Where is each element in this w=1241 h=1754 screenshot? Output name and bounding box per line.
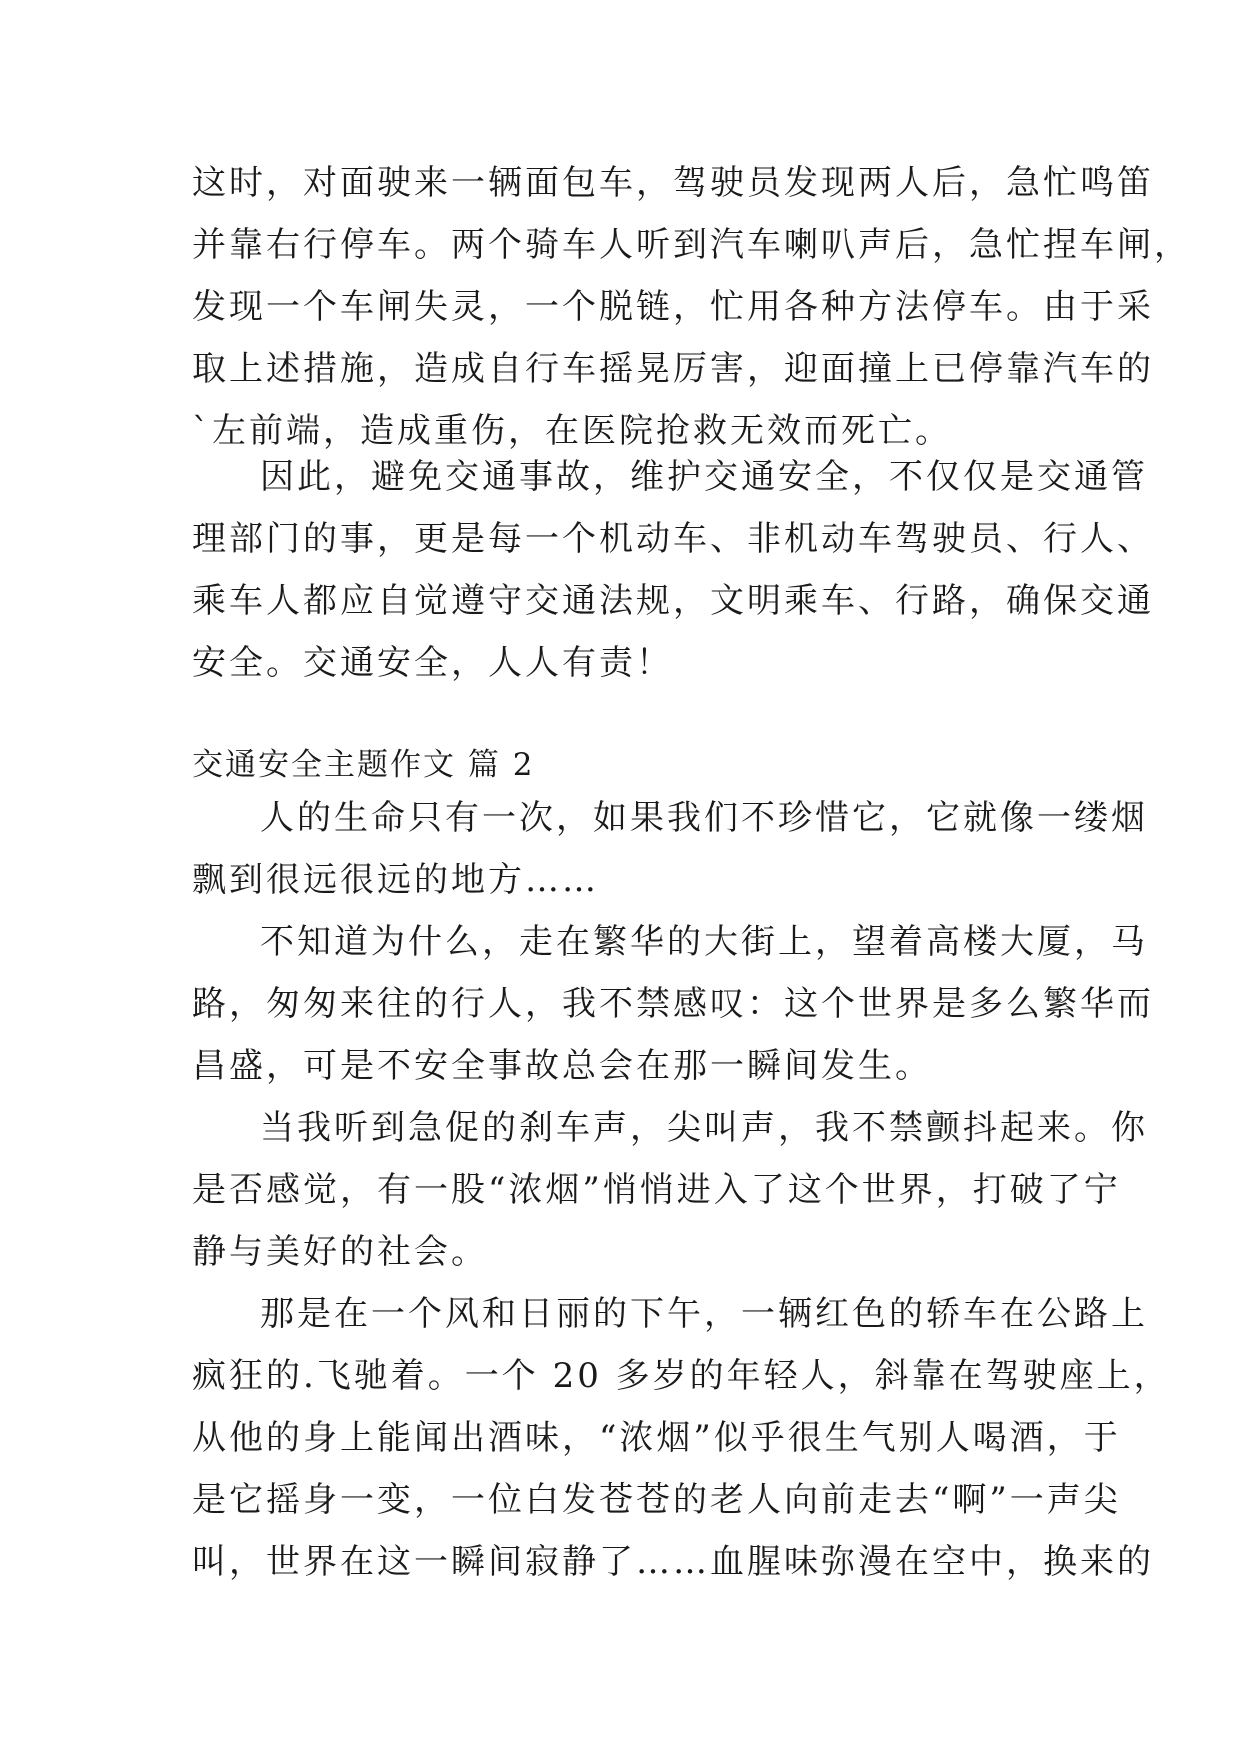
text-line: 发现一个车闸失灵，一个脱链，忙用各种方法停车。由于采 xyxy=(192,287,1154,327)
paragraph-brake-sound xyxy=(192,1097,1148,1283)
paragraph-busy-street xyxy=(192,911,1154,1097)
text-line: 那是在一个风和日丽的下午，一辆红色的轿车在公路上 xyxy=(260,1294,1148,1334)
text-line: 乘车人都应自觉遵守交通法规，文明乘车、行路，确保交通 xyxy=(192,581,1154,621)
text-line: 路，匆匆来往的行人，我不禁感叹：这个世界是多么繁华而 xyxy=(192,984,1154,1024)
paragraph-accident-description xyxy=(192,152,1191,462)
text-line: `左前端，造成重伤，在医院抢救无效而死亡。 xyxy=(192,411,952,451)
text-line: 是它摇身一变，一位白发苍苍的老人向前走去“啊”一声尖 xyxy=(192,1480,1121,1520)
text-line: 当我听到急促的刹车声，尖叫声，我不禁颤抖起来。你 xyxy=(260,1108,1148,1148)
paragraph-life-once xyxy=(192,787,1148,911)
text-line: 人的生命只有一次，如果我们不珍惜它，它就像一缕烟 xyxy=(260,798,1148,838)
section-heading: 交通安全主题作文 篇 2 xyxy=(192,747,535,783)
text-line: 安全。交通安全，人人有责！ xyxy=(192,643,673,683)
text-line: 因此，避免交通事故，维护交通安全，不仅仅是交通管 xyxy=(260,457,1148,497)
text-line: 从他的身上能闻出酒味，“浓烟”似乎很生气别人喝酒，于 xyxy=(192,1418,1121,1458)
essay-body xyxy=(192,787,1171,1593)
text-line: 取上述措施，造成自行车摇晃厉害，迎面撞上已停靠汽车的 xyxy=(192,349,1154,389)
text-line: 静与美好的社会。 xyxy=(192,1232,488,1272)
text-line: 叫，世界在这一瞬间寂静了……血腥味弥漫在空中，换来的 xyxy=(192,1542,1154,1582)
text-line: 并靠右行停车。两个骑车人听到汽车喇叭声后，急忙捏车闸， xyxy=(192,225,1191,265)
text-line: 理部门的事，更是每一个机动车、非机动车驾驶员、行人、 xyxy=(192,519,1154,559)
text-line: 是否感觉，有一股“浓烟”悄悄进入了这个世界，打破了宁 xyxy=(192,1170,1121,1210)
text-line: 不知道为什么，走在繁华的大街上，望着高楼大厦，马 xyxy=(260,922,1148,962)
text-line: 昌盛，可是不安全事故总会在那一瞬间发生。 xyxy=(192,1046,932,1086)
text-line: 飘到很远很远的地方…… xyxy=(192,860,599,900)
text-line: 这时，对面驶来一辆面包车，驾驶员发现两人后，急忙鸣笛 xyxy=(192,163,1154,203)
paragraph-drunk-driver xyxy=(192,1283,1171,1593)
text-line: 疯狂的.飞驰着。一个 20 多岁的年轻人，斜靠在驾驶座上， xyxy=(192,1356,1171,1396)
paragraph-conclusion xyxy=(192,446,1154,694)
